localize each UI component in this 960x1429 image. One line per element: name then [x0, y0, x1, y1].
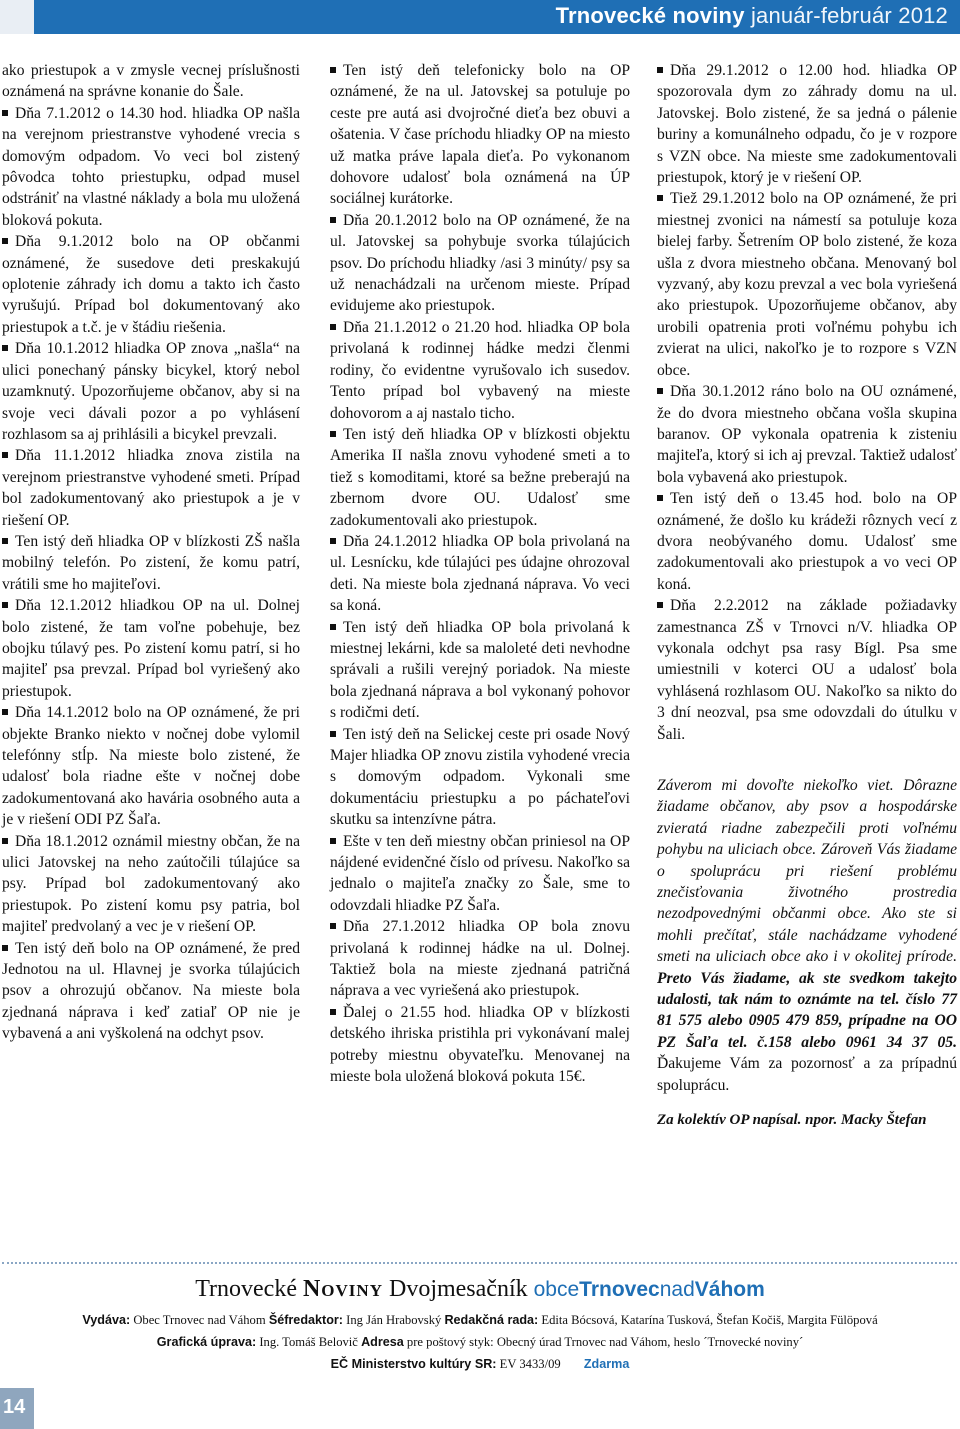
- report-paragraph: [2, 938, 300, 1045]
- masthead-address: [0, 1331, 960, 1353]
- bullet-icon: [330, 67, 336, 73]
- editor-label: Šéfredaktor:: [268, 1313, 343, 1327]
- report-text: Dňa 30.1.2012 ráno bolo na OU oznámené, že do dvora miestneho občana vošla skupina baranov. OP vykonala opatrenia k zisteniu majiteľa, ktorý si ich aj prevzal. Taktiež udalosť bola vybavená ako priestupok.: [657, 383, 957, 486]
- report-text: Dňa 29.1.2012 o 12.00 hod. hliadka OP spozorovala dym zo záhrady domu na ul. Jatovskej. Bolo zistené, že sa jedná o pálenie buriny a komunálneho odpadu, čo je v rozpore s VZN obce. Na mieste sme zadokumentovali priestupok, ktorý je v riešení OP.: [657, 62, 957, 187]
- page-number-box: [0, 1388, 34, 1429]
- report-text: Dňa 27.1.2012 hliadka OP bola znovu privolaná k rodinnej hádke na ul. Dolnej. Taktiež bola na mieste zjednaná patričná náprava a vec vyriešená ako priestupok.: [330, 918, 630, 1000]
- report-paragraph: [330, 1002, 630, 1088]
- report-paragraph: [657, 488, 957, 595]
- bullet-icon: [2, 452, 8, 458]
- report-text: Ten istý deň hliadka OP bola privolaná k miestnej lekárni, kde sa maloleté deti nevhodne správali a rušili verejný poriadok. Na mieste bola zjednaná náprava a bol vykonaný pohovor s rodičmi detí.: [330, 618, 630, 722]
- column-3-items: [657, 60, 957, 745]
- bullet-icon: [330, 731, 336, 737]
- report-paragraph: [657, 60, 957, 188]
- bullet-icon: [330, 324, 336, 330]
- report-text: Tiež 29.1.2012 bolo na OP oznámené, že pri miestnej zvonici na námestí sa potuluje koza bielej farby. Šetrením OP bolo zistené, že koza ušla z dvora miestneho občana. Menovaný bol vyzvaný, aby kozu prevzal a vec bola vyriešená ako priestupok. Upozorňujeme občanov, aby urobili opatrenia proti voľnému pohybu ich zvierat na ulici, nakoľko je to rozpore s VZN obce.: [657, 190, 957, 379]
- report-paragraph: [330, 424, 630, 531]
- bullet-icon: [330, 923, 336, 929]
- report-text: Dňa 24.1.2012 hliadka OP bola privolaná na ul. Lesnícku, kde túlajúci pes údajne ohrozoval deti. Na mieste bola zjednaná náprava. Vo veci sa koná.: [330, 532, 630, 615]
- bullet-icon: [330, 1009, 336, 1015]
- bullet-icon: [657, 388, 663, 394]
- report-paragraph: [330, 724, 630, 831]
- footer-masthead: [0, 1270, 960, 1375]
- report-text: Ten istý deň hliadka OP v blízkosti ZŠ našla mobilný telefón. Po zistení, že komu patrí, vrátili sme ho majiteľovi.: [2, 532, 300, 593]
- header-corner-block: [0, 0, 34, 34]
- report-paragraph: [330, 60, 630, 210]
- bullet-icon: [657, 67, 663, 73]
- bullet-icon: [2, 709, 8, 715]
- report-text: Dňa 18.1.2012 oznámil miestny občan, že na ulici Jatovskej na neho zaútočili túlajúce sa psy. Prípad bol zadokumentovaný ako priestupok. Po zistení komu psy patria, bol majiteľ predvolaný a vec je v riešení OP.: [2, 832, 300, 936]
- masthead-credits: [0, 1309, 960, 1331]
- report-text: Dňa 14.1.2012 bolo na OP oznámené, že pri objekte Branko niekto v nočnej dobe vylomil telefónny stĺp. Na mieste bolo zistené, že udalosť bola riadne ešte v nočnej dobe zadokumentovaná ako havária osobného auta a je v riešení ODI PZ Šaľa.: [2, 704, 300, 829]
- bullet-icon: [2, 238, 8, 244]
- address-value: pre poštový styk: Obecný úrad Trnovec nad Váhom, heslo ´Trnovecké noviny´: [406, 1335, 804, 1349]
- report-text: Ten istý deň telefonicky bolo na OP oznámené, že na ul. Jatovskej sa potuluje po ceste pre autá asi dvojročné dieťa bez obuvi a ošatenia. V čase príchodu hliadky OP na miesto už matka práve lapala dieťa. Po vykonanom dohovore udalosť bola oznámená na ÚP sociálnej kurátorke.: [330, 62, 630, 208]
- report-text: Dňa 20.1.2012 bolo na OP oznámené, že na ul. Jatovskej sa pohybuje svorka túlajúcich psov. Do príchodu hliadky /asi 3 minúty/ psy sa už nenachádzali na určenom mieste. Prípad evidujeme ako priestupok.: [330, 211, 630, 315]
- report-paragraph: [2, 103, 300, 231]
- header-title-issue: január-február 2012: [750, 3, 948, 28]
- report-paragraph: [330, 531, 630, 617]
- design-value: Ing. Tomáš Belovič: [259, 1335, 358, 1349]
- bullet-icon: [330, 538, 336, 544]
- bullet-icon: [657, 602, 663, 608]
- report-paragraph: [2, 338, 300, 445]
- report-paragraph: [330, 831, 630, 917]
- design-label: Grafická úprava:: [156, 1335, 257, 1349]
- bullet-icon: [2, 538, 8, 544]
- report-paragraph: [657, 188, 957, 381]
- closing-paragraph: [657, 775, 957, 1096]
- publisher-value: Obec Trnovec nad Váhom: [133, 1313, 266, 1327]
- header-bar: [0, 0, 960, 34]
- logo-part-3: nad: [659, 1278, 695, 1301]
- bullet-icon: [330, 624, 336, 630]
- report-paragraph: [330, 317, 630, 424]
- closing-contact: Preto Vás žiadame, ak ste svedkom takejto udalosti, tak nám to oznámte na tel. číslo 77 81 575 alebo 0905 479 859, prípadne na OO PZ Šaľa tel. č.158 alebo 0961 34 37 05.: [657, 969, 957, 1051]
- header-title-paper: Trnovecké noviny: [555, 3, 745, 28]
- bullet-icon: [2, 945, 8, 951]
- editor-value: Ing Ján Hrabovský: [346, 1313, 442, 1327]
- report-paragraph: [330, 617, 630, 724]
- signature: Za kolektív OP napísal. npor. Macky Štefan: [657, 1112, 927, 1129]
- report-paragraph: [330, 916, 630, 1002]
- board-label: Redakčná rada:: [444, 1313, 539, 1327]
- logo-part-4: Váhom: [694, 1278, 765, 1301]
- report-text: Ten istý deň bolo na OP oznámené, že pred Jednotou na ul. Hlavnej je svorka túlajúcich psov a ohrozujú občanov. Na mieste bola zjednaná náprava i keď zatiaľ OP nie je vybavená a ani vyškolená na odchyt psov.: [2, 939, 300, 1043]
- bullet-icon: [330, 431, 336, 437]
- report-paragraph: [330, 210, 630, 317]
- closing-italic: Záverom mi dovoľte niekoľko viet. Dôrazne žiadame občanov, aby psov a hospodárske zvieratá riadne zabezpečili proti voľnému pohybu na uliciach obce. Zároveň Vás žiadame o spoluprácu pri riešení problému znečisťovania životného prostredia nezodpovednými občanmi obce. Ako ste si mohli prečítať, stále nachádzame vyhodené smeti na uliciach obce ako i v okolitej prírode.: [657, 777, 957, 966]
- bullet-icon: [657, 195, 663, 201]
- header-title: [556, 3, 948, 29]
- bullet-icon: [2, 345, 8, 351]
- price-label: Zdarma: [583, 1357, 630, 1371]
- article-column-2: [330, 60, 630, 1088]
- article-column-1: [2, 60, 300, 1045]
- article-column-3: [657, 60, 957, 1132]
- registration-value: EV 3433/09: [499, 1357, 561, 1371]
- bullet-icon: [330, 838, 336, 844]
- report-text: Ešte v ten deň miestny občan priniesol na OP nájdené evidenčné číslo od prívesu. Nakoľko sa jednalo o majiteľa značky zo Šale, sme to odovzdali hliadke PZ Šaľa.: [330, 832, 630, 914]
- bullet-icon: [2, 602, 8, 608]
- bullet-icon: [2, 838, 8, 844]
- masthead-paper-name-2: Noviny: [302, 1276, 383, 1302]
- address-label: Adresa: [361, 1335, 404, 1349]
- report-paragraph: [2, 445, 300, 531]
- masthead-registration: [0, 1353, 960, 1375]
- report-text: Ten istý deň o 13.45 hod. bolo na OP oznámené, že došlo ku krádeži rôznych vecí z dvora neobývaného domu. Udalosť sme zadokumentovali ako priestupok a vo veci OP koná.: [657, 490, 957, 593]
- masthead-periodicity: Dvojmesačník: [388, 1276, 528, 1302]
- report-text: Dňa 2.2.2012 na základe požiadavky zamestnanca ZŠ v Trnovci n/V. hliadka OP vykonala odchyt psa rasy Bígl. Psa sme umiestnili v koterci OU a udalosť bola vyhlásená rozhlasom OU. Nakoľko sa nikto do 3 dní neozval, psa sme odovzdali do útulku v Šali.: [657, 597, 957, 743]
- report-paragraph: [2, 595, 300, 702]
- report-paragraph: [2, 702, 300, 830]
- report-paragraph: [2, 60, 300, 103]
- report-paragraph: [657, 595, 957, 745]
- report-text: Dňa 10.1.2012 hliadka OP znova „našla“ na ulici ponechaný pánsky bicykel, ktorý nebol uzamknutý. Upozorňujeme občanov, aby si na svoje veci dávali pozor a po vyhlásení rozhlasom sa aj prihlásili a bicykel prevzali.: [2, 340, 300, 443]
- report-text: Ten istý deň na Selickej ceste pri osade Nový Majer hliadka OP znovu zistila vyhodené vrecia s domovým odpadom. Vykonali sme dokumentáciu priestupku a po páchateľovi skutku sa intenzívne pátra.: [330, 725, 630, 829]
- bullet-icon: [2, 110, 8, 116]
- footer-divider: [2, 1262, 957, 1264]
- report-text: ako priestupok a v zmysle vecnej príslušnosti oznámená na správne konanie do Šale.: [2, 62, 300, 101]
- masthead-title: [0, 1270, 960, 1309]
- page-number: 14: [3, 1396, 26, 1418]
- report-paragraph: [2, 831, 300, 938]
- registration-label: EČ Ministerstvo kultúry SR:: [330, 1357, 497, 1371]
- report-paragraph: [657, 381, 957, 488]
- report-text: Dňa 12.1.2012 hliadkou OP na ul. Dolnej bolo zistené, že tam voľne pobehuje, bez obojku túlavý pes. Po zistení komu patrí, si ho majiteľ psa prevzal. Prípad bol vyriešený ako priestupok.: [2, 597, 300, 700]
- logo-part-1: obce: [533, 1278, 580, 1301]
- publisher-label: Vydáva:: [82, 1313, 131, 1327]
- masthead-paper-name: Trnovecké: [195, 1276, 297, 1302]
- report-text: Ten istý deň hliadka OP v blízkosti objektu Amerika II našla znovu vyhodené smeti a to tiež s komoditami, ktoré sa bežne preberajú na zbernom dvore OU. Udalosť sme zadokumentovali ako priestupok.: [330, 425, 630, 529]
- report-text: Ďalej o 21.55 hod. hliadka OP v blízkosti detského ihriska pristihla pri vykonávaní malej potreby miestnu obyvateľku. Menovanej na mieste bola uložená bloková pokuta 15€.: [330, 1003, 630, 1086]
- report-text: Dňa 7.1.2012 o 14.30 hod. hliadka OP našla na verejnom priestranstve vyhodené vrecia s domovým odpadom. Vo veci bol zistený pôvodca tohto priestupku, odpad musel odstrániť na vlastné náklady a bola mu uložená bloková pokuta.: [2, 104, 300, 229]
- report-text: Dňa 11.1.2012 hliadka znova zistila na verejnom priestranstve vyhodené smeti. Prípad bol zadokumentovaný ako priestupok a je v riešení OP.: [2, 447, 300, 529]
- report-text: Dňa 21.1.2012 o 21.20 hod. hliadka OP bola privolaná k rodinnej hádke medzi členmi rodiny, čo evidentne vyrušovalo ich susedov. Tento prípad bol vybavený na mieste dohovorom a aj nastalo ticho.: [330, 318, 630, 422]
- report-paragraph: [2, 231, 300, 338]
- board-value: Edita Bócsová, Katarína Tusková, Štefan Kočiš, Margita Fülöpová: [541, 1313, 878, 1327]
- bullet-icon: [657, 495, 663, 501]
- bullet-icon: [330, 217, 336, 223]
- logo-part-2: Trnovec: [579, 1278, 660, 1301]
- report-text: Dňa 9.1.2012 bolo na OP občanmi oznámené, že susedove deti preskakujú oplotenie záhrady ich domu a takto ich často vyrušujú. Prípad bol dokumentovaný ako priestupok a t.č. je v štádiu riešenia.: [2, 233, 300, 336]
- closing-thanks: Ďakujeme Vám za pozornosť a za prípadnú spoluprácu.: [657, 1055, 957, 1094]
- obec-logo: [534, 1278, 765, 1301]
- report-paragraph: [2, 531, 300, 595]
